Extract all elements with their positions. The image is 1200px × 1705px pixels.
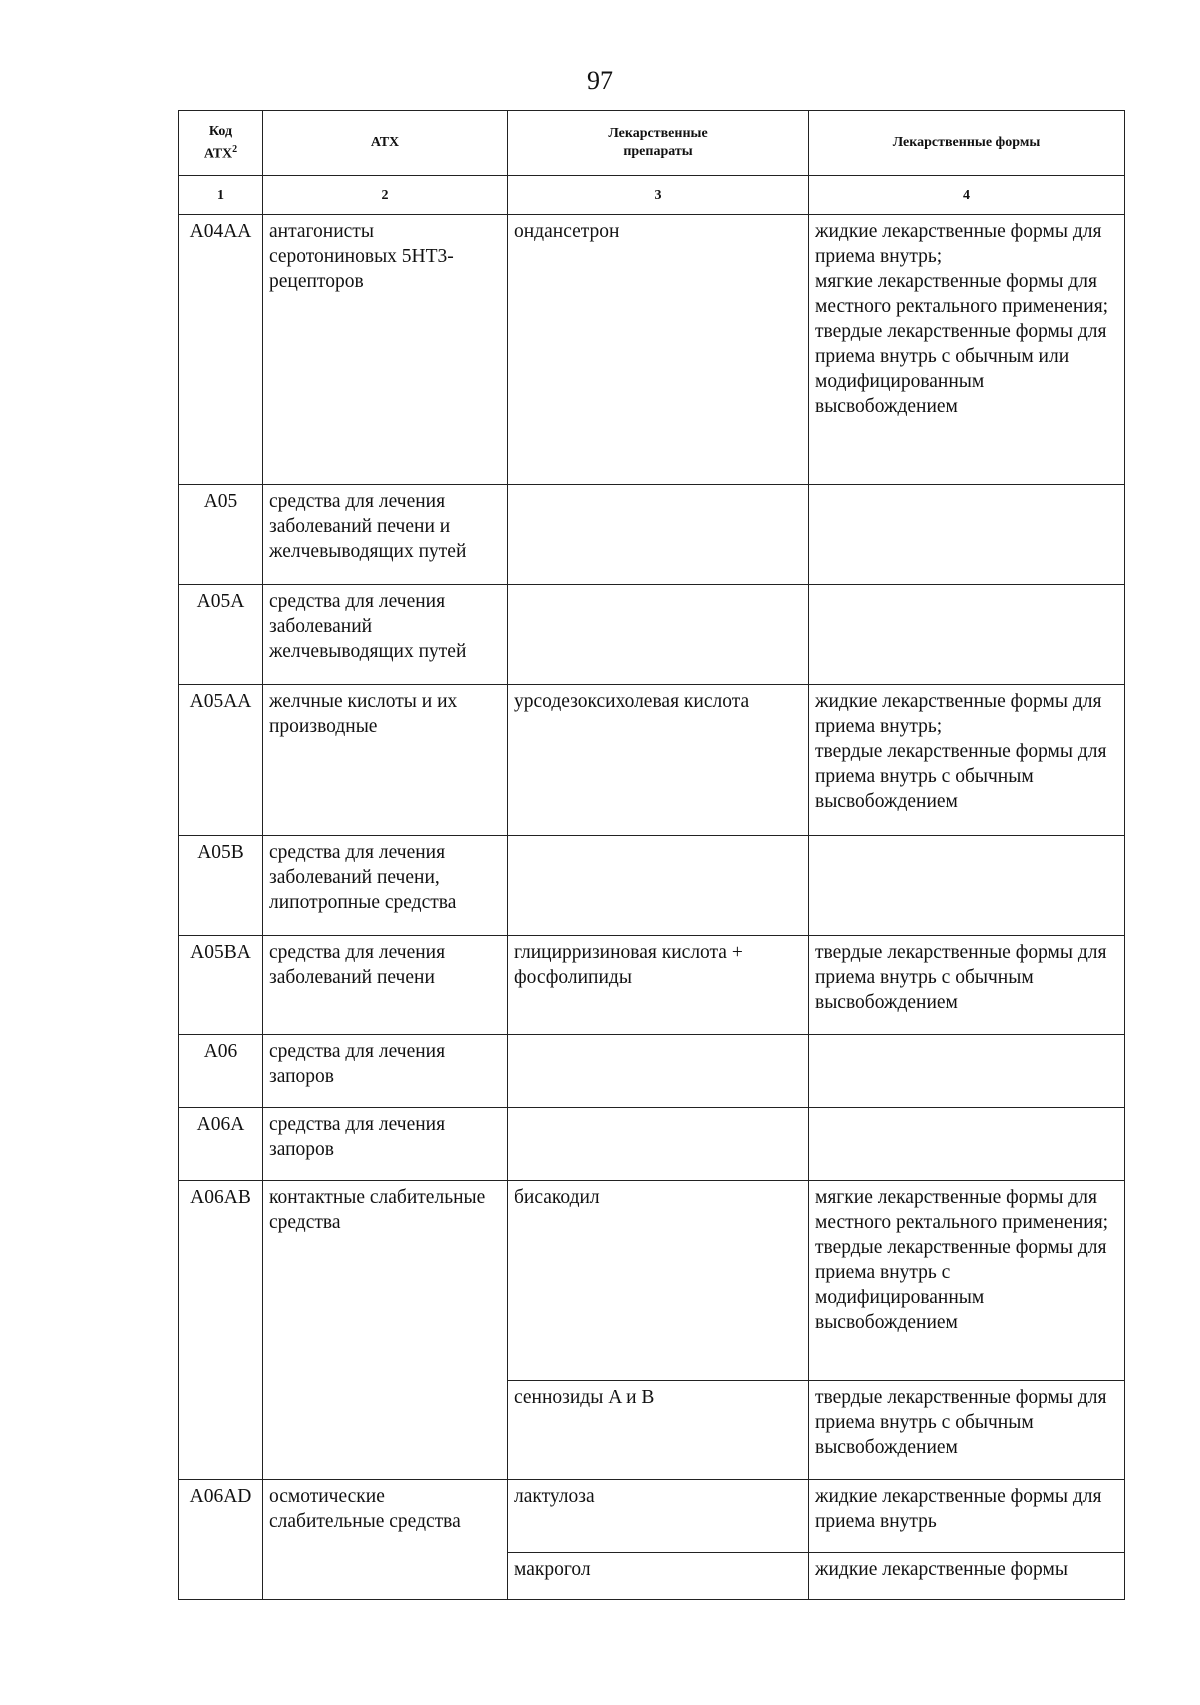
page-number: 97 — [587, 66, 613, 95]
header-atc: АТХ — [263, 111, 508, 176]
atc-code-cell: A06A — [179, 1108, 263, 1181]
drug-cell — [508, 1108, 809, 1181]
table-row — [179, 485, 1125, 585]
drug-cell — [508, 1035, 809, 1108]
column-number: 1 — [179, 176, 263, 215]
atc-name-cell: средства для лечения заболеваний печени — [263, 936, 508, 1035]
table-row — [179, 1035, 1125, 1108]
dosage-forms-cell — [809, 1108, 1125, 1181]
table-row — [179, 215, 1125, 485]
dosage-forms-cell: жидкие лекарственные формы для приема внутрь; твердые лекарственные формы для приема внутрь с обычным высвобождением — [809, 685, 1125, 836]
dosage-forms-cell: жидкие лекарственные формы — [809, 1553, 1125, 1600]
column-number-row — [179, 176, 1125, 215]
atc-name-cell: средства для лечения заболеваний желчевыводящих путей — [263, 585, 508, 685]
table-row — [179, 685, 1125, 836]
atc-name-cell: средства для лечения заболеваний печени, липотропные средства — [263, 836, 508, 936]
atc-drug-table — [178, 110, 1125, 1600]
dosage-forms-cell: твердые лекарственные формы для приема внутрь с обычным высвобождением — [809, 936, 1125, 1035]
atc-code-cell: A05B — [179, 836, 263, 936]
atc-code-cell: A04AA — [179, 215, 263, 485]
table-row — [179, 1480, 1125, 1553]
dosage-forms-cell — [809, 585, 1125, 685]
table-row — [179, 585, 1125, 685]
atc-name-cell: средства для лечения заболеваний печени и желчевыводящих путей — [263, 485, 508, 585]
header-dosage-forms: Лекарственные формы — [809, 111, 1125, 176]
drug-cell: макрогол — [508, 1553, 809, 1600]
atc-code-cell: A05 — [179, 485, 263, 585]
header-atc-code: Код АТХ$^2$ — [179, 111, 263, 176]
dosage-forms-cell — [809, 485, 1125, 585]
table-row — [179, 936, 1125, 1035]
atc-name-cell: контактные слабительные средства — [263, 1181, 508, 1480]
dosage-forms-cell — [809, 836, 1125, 936]
drug-cell: сеннозиды A и B — [508, 1381, 809, 1480]
atc-code-cell: A05A — [179, 585, 263, 685]
atc-code-cell: A06AD — [179, 1480, 263, 1600]
column-number: 4 — [809, 176, 1125, 215]
atc-code-cell: A06AB — [179, 1181, 263, 1480]
drug-cell: глицирризиновая кислота + фосфолипиды — [508, 936, 809, 1035]
column-number: 2 — [263, 176, 508, 215]
table-row — [179, 1181, 1125, 1381]
drug-cell: ондансетрон — [508, 215, 809, 485]
dosage-forms-cell: мягкие лекарственные формы для местного ректального применения; твердые лекарственные формы для приема внутрь с модифицированным высвобождением — [809, 1181, 1125, 1381]
dosage-forms-cell: жидкие лекарственные формы для приема внутрь; мягкие лекарственные формы для местного ректального применения; твердые лекарственные формы для приема внутрь с обычным или модифицированным высвобождением — [809, 215, 1125, 485]
dosage-forms-cell — [809, 1035, 1125, 1108]
drug-cell: лактулоза — [508, 1480, 809, 1553]
atc-name-cell: желчные кислоты и их производные — [263, 685, 508, 836]
atc-name-cell: осмотические слабительные средства — [263, 1480, 508, 1600]
table-header-row — [179, 111, 1125, 176]
dosage-forms-cell: твердые лекарственные формы для приема внутрь с обычным высвобождением — [809, 1381, 1125, 1480]
atc-code-cell: A05AA — [179, 685, 263, 836]
atc-code-cell: A06 — [179, 1035, 263, 1108]
drug-cell: бисакодил — [508, 1181, 809, 1381]
atc-name-cell: антагонисты серотониновых 5НТ3-рецепторов — [263, 215, 508, 485]
drug-cell — [508, 485, 809, 585]
table-row — [179, 1108, 1125, 1181]
atc-code-cell: A05BA — [179, 936, 263, 1035]
dosage-forms-cell: жидкие лекарственные формы для приема внутрь — [809, 1480, 1125, 1553]
atc-name-cell: средства для лечения запоров — [263, 1108, 508, 1181]
table-row — [179, 836, 1125, 936]
column-number: 3 — [508, 176, 809, 215]
drug-cell — [508, 836, 809, 936]
drug-cell — [508, 585, 809, 685]
atc-name-cell: средства для лечения запоров — [263, 1035, 508, 1108]
header-drugs: Лекарственные препараты — [508, 111, 809, 176]
drug-cell: урсодезоксихолевая кислота — [508, 685, 809, 836]
